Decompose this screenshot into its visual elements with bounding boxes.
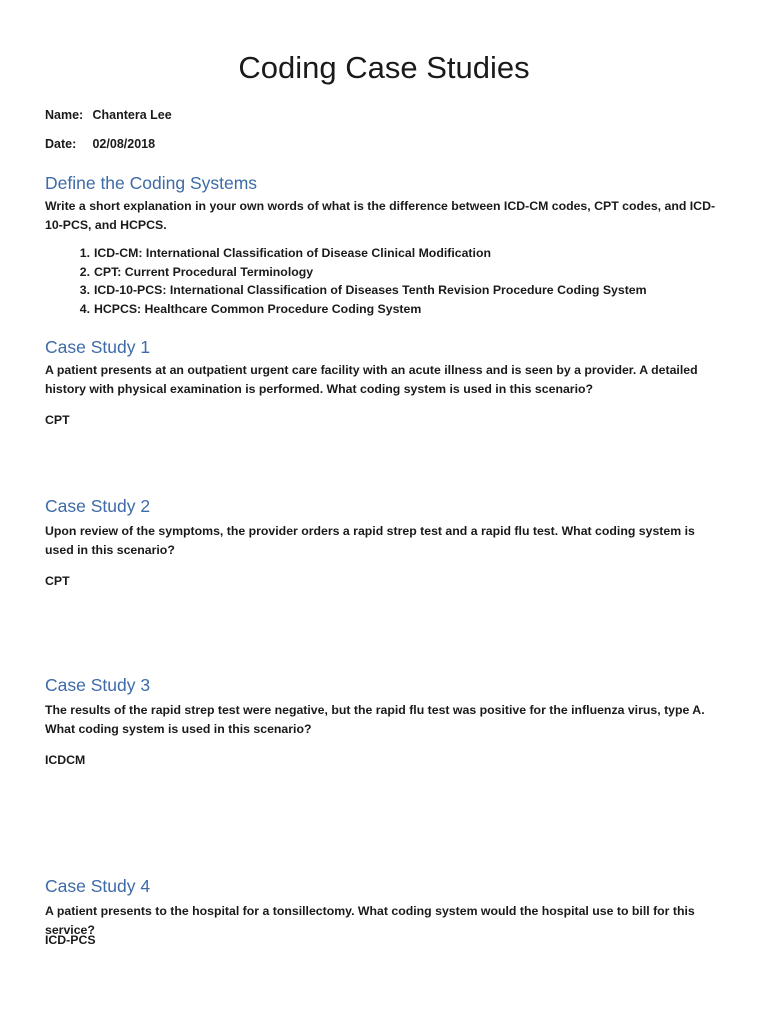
- case-study-1-answer: CPT: [45, 413, 70, 427]
- list-item: [45, 300, 647, 319]
- define-heading: Define the Coding Systems: [45, 173, 258, 193]
- date-row: [45, 137, 155, 151]
- case-study-1-heading: Case Study 1: [45, 337, 151, 357]
- name-label: Name:: [45, 108, 84, 122]
- case-study-3-answer: ICDCM: [45, 753, 86, 767]
- case-study-4-heading: Case Study 4: [45, 876, 151, 896]
- list-item-text: ICD-CM: International Classification of Disease Clinical Modification: [94, 246, 491, 260]
- list-item: [45, 263, 647, 282]
- list-item-text: CPT: Current Procedural Terminology: [94, 264, 314, 279]
- case-study-4-answer: ICD-PCS: [45, 933, 96, 947]
- list-item-text: HCPCS: Healthcare Common Procedure Coding System: [94, 301, 422, 316]
- list-item-number: 3.: [79, 283, 90, 297]
- case-study-2-question: Upon review of the symptoms, the provider orders a rapid strep test and a rapid flu test. What coding system is used in this scenario?: [45, 524, 695, 557]
- case-study-3-question: The results of the rapid strep test were negative, but the rapid flu test was positive for the influenza virus, type A. What coding system is used in this scenario?: [45, 703, 705, 736]
- list-item-number: 2.: [79, 264, 90, 279]
- list-item: [45, 281, 647, 300]
- date-label: Date:: [45, 137, 77, 151]
- definition-list: [45, 244, 647, 318]
- list-item-text: ICD-10-PCS: International Classification of Diseases Tenth Revision Procedure Coding System: [94, 283, 647, 297]
- name-value: Chantera Lee: [92, 108, 172, 122]
- list-item-number: 4.: [79, 301, 90, 316]
- date-value: 02/08/2018: [92, 137, 156, 151]
- define-prompt: Write a short explanation in your own words of what is the difference between ICD-CM codes, CPT codes, and ICD-10-PCS, and HCPCS.: [45, 199, 716, 232]
- case-study-3-heading: Case Study 3: [45, 675, 151, 695]
- document-title: Coding Case Studies: [238, 50, 530, 85]
- case-study-2-heading: Case Study 2: [45, 496, 151, 516]
- name-row: [45, 108, 172, 122]
- case-study-1-question: A patient presents at an outpatient urgent care facility with an acute illness and is seen by a provider. A detailed history with physical examination is performed. What coding system is used in this scenario?: [45, 363, 698, 396]
- case-study-2-answer: CPT: [45, 574, 70, 588]
- list-item-number: 1.: [79, 246, 90, 260]
- list-item: [45, 244, 647, 263]
- case-study-4-question: A patient presents to the hospital for a tonsillectomy. What coding system would the hospital use to bill for this service?: [45, 904, 695, 937]
